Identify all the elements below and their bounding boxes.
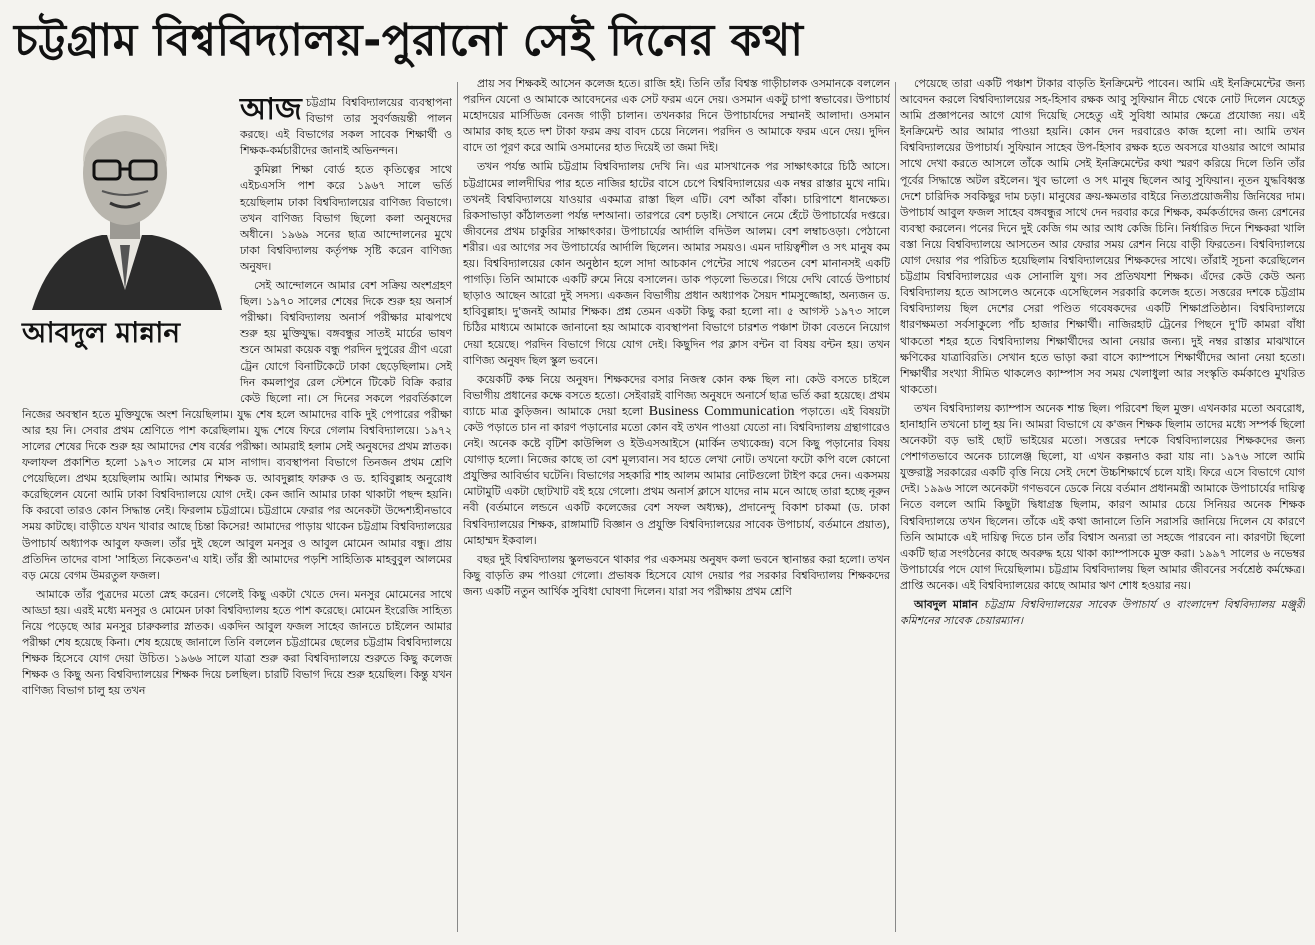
article-column-1 — [22, 95, 452, 935]
drop-cap: আজ — [240, 95, 302, 127]
article-paragraph: কয়েকটি কক্ষ নিয়ে অনুষদ। শিক্ষকদের বসার নিজস্ব কোন কক্ষ ছিল না। কেউ বসতে চাইলে বিভাগীয় প্রধানের কক্ষে বসতে হতো। সেইবারই বাণিজ্য অনুষদে অনার্সে ছাত্র ভর্তি করা হয়েছে। প্রথম ব্যাচে মাত্র কুড়িজন। আমাকে দেয়া হলো Business Communication পড়াতে। এই বিষয়টা কেউ পড়াতে চান না কারণ পড়ানোর মতো কোন বই তখন পাওয়া যেতো না। বিশ্ববিদ্যালয় গ্রন্থাগারেও নেই। অনেক কষ্টে বৃটিশ কাউন্সিল ও ইউএসআইসে (মার্কিন তথ্যকেন্দ্র) বসে কিছু পড়ানোর বিষয় যোগাড় হলো। নিজের কাছে তা বেশ মূল্যবান। সব হাতে লেখা নোট। তখনো ফটো কপি বলে কোনো প্রযুক্তির আবির্ভাব ঘটেনি। বিভাগের সহকারি শাহ আলম আমার নোটগুলো টাইপ করে দেন। একসময় মোটামুটি একটা ছোটখাট বই হয়ে গেলো। প্রথম অনার্স ক্লাসে যাদের নাম মনে আছে তারা হচ্ছে নূরুন নবী (বর্তমানে লন্ডনে একটি কলেজের বেশ সফল অধ্যক্ষ), প্রদানেন্দু বিকাশ চাকমা (ড. ঢাকা বিশ্ববিদ্যালয়ের শিক্ষক, রাঙ্গামাটি বিজ্ঞান ও প্রযুক্তি বিশ্ববিদ্যালয়ের সাবেক উপাচার্য, বর্তমানে প্রয়াত), মোহাম্মদ ইকবাল। — [463, 372, 890, 547]
author-bio-name: আবদুল মান্নান — [914, 598, 978, 611]
article-column-3 — [900, 76, 1305, 936]
article-paragraph: সেই আন্দোলনে আমার বেশ সক্রিয় অংশগ্রহণ ছিল। ১৯৭০ সালের শেষের দিকে শুরু হয় অনার্স পরীক্ষা। বিশ্ববিদ্যালয় অনার্স পরীক্ষার মাঝপথে শুরু হয় মুক্তিযুদ্ধ। বঙ্গবন্ধুর সাতই মার্চের ভাষণ শুনে আমরা কয়েক বন্ধু পরদিন দুপুরের গ্রীণ এরো ট্রেন যোগে বিনাটিকেটে ঢাকা ছেড়েছিলাম। সেই দিন কমলাপুর রেল স্টেশনে টিকেট বিক্রি করার কেউ ছিলো না। সে দিনের সকলে পরবর্তিকালে নিজের অবস্থান হতে মুক্তিযুদ্ধে অংশ নিয়েছিলাম। যুদ্ধ শেষ হলে আমাদের বাকি দুই পেপারের পরীক্ষা আর হয় নি। সেবার প্রথম শ্রেণিতে পাশ করেছিলাম। যুদ্ধ শেষে ফিরে গেলাম বিশ্ববিদ্যালয়ে। ১৯৭২ সালের শেষের দিকে শুরু হয় আমাদের শেষ বর্ষের পরীক্ষা। আমরাই হলাম সেই অনুষদের প্রথম স্নাতক। ফলাফল প্রকাশিত হলো ১৯৭৩ সালের মে মাস নাগাদ। ব্যবস্থাপনা বিভাগে তিনজন প্রথম শ্রেণি পেয়েছিলে। প্রথম হয়েছিলাম আমি। আমার শিক্ষক ড. আবদুল্লাহ ফারুক ও ড. হাবিবুল্লাহ অনুরোধ করেছিলেন যেনো আমি ঢাকা বিশ্ববিদ্যালয়ে যোগ দেই। কেন জানি আমার ঢাকা থাকাটা পছন্দ হয়নি। কি করবো তারও কোন সিদ্ধান্ত নেই। ফিরলাম চট্টগ্রামে। চট্টগ্রামে ফেরার পর অনেকটা উদ্দেশ্যহীনভাবে সময় কাটছে। বাড়ীতে যখন খাবার আছে চিন্তা কিসের! আমাদের পাড়ায় থাকেন চট্টগ্রাম বিশ্ববিদ্যালয়ের উপাচার্য অধ্যাপক আবুল ফজল। তাঁর দুই ছেলে আবুল মনসুর ও আবুল মোমেন আমার বন্ধু। প্রায় প্রতিদিন তাদের বাসা 'সাহিত্য নিকেতন'এ যাই। তাঁর স্ত্রী আমাদের পড়শি সাহিত্যিক মাহবুবুল আলমের বড় মেয়ে বেগম উমরতুল ফজল। — [22, 279, 452, 582]
column-divider — [895, 82, 896, 932]
column-divider — [457, 82, 458, 932]
article-paragraph: বছর দুই বিশ্ববিদ্যালয় স্কুলভবনে থাকার পর একসময় অনুষদ কলা ভবনে স্থানান্তর করা হলো। তখন কিছু বাড়তি রুম পাওয়া গেলো। প্রভাষক হিসেবে যোগ দেয়ার পর সরকার বিশ্ববিদ্যালয় শিক্ষকদের জন্য একটি নতুন আর্থিক সুবিধা ঘোষণা দিলেন। যারা সব পরীক্ষায় প্রথম শ্রেণি — [463, 552, 890, 598]
article-paragraph: প্রায় সব শিক্ষকই আসেন কলেজ হতে। রাজি হই। তিনি তাঁর বিশ্বস্ত গাড়ীচালক ওসমানকে বললেন পরদিন যেনো ও আমাকে আবেদনের এক সেট ফরম এনে দেয়। ওসমান একটু চাপা স্বভাবের। উপাচার্য মহোদয়ের মার্সিডিজ বেনজ গাড়ী চালান। তখনকার দিনে উপাচার্যদের সম্মানই আলাদা। ওসমান আমার কাছ হতে দশ টাকা ফরম ক্রয় বাবদ চেয়ে নিলেন। পরদিন ও আমাকে ফরম এনে দেয়। দুদিন বাদে তা পূরণ করে আমি ওসমানের হাত দিয়েই তা জমা দিই। — [463, 77, 890, 155]
article-paragraph: আজ চট্টগ্রাম বিশ্ববিদ্যালয়ের ব্যবস্থাপনা বিভাগ তার সুবর্ণজয়ন্তী পালন করছে। এই বিভাগের সকল সাবেক শিক্ষার্থী ও শিক্ষক-কর্মচারীদের জানাই অভিনন্দন। — [240, 95, 452, 158]
headline: চট্টগ্রাম বিশ্ববিদ্যালয়-পুরানো সেই দিনের কথা — [14, 15, 804, 66]
article-paragraph: কুমিল্লা শিক্ষা বোর্ড হতে কৃতিত্বের সাথে এইচএসসি পাশ করে ১৯৬৭ সালে ভর্তি হয়েছিলাম ঢাকা বিশ্ববিদ্যালয়ের বাণিজ্য বিভাগে। তখন বাণিজ্য বিভাগ ছিলো কলা অনুষদের অধীনে। ১৯৬৯ সনের ছাত্র আন্দোলনের মুখে ঢাকা বিশ্ববিদ্যালয় কর্তৃপক্ষ সৃষ্টি করেন বাণিজ্য অনুষদ। — [240, 163, 452, 273]
article-paragraph: আমাকে তাঁর পুত্রদের মতো স্নেহ করেন। গেলেই কিছু একটা খেতে দেন। মনসুর মোমেনের সাথে আড্ডা হয়। এরই মধ্যে মনসুর ও মোমেন ঢাকা বিশ্ববিদ্যালয় হতে পাশ করেছে। মোমেন ইংরেজি সাহিত্য নিয়ে পড়েছে আর মনসুর চারুকলার স্নাতক। একদিন আবুল ফজল সাহেব জানতে চাইলেন আমার পরীক্ষা শেষ হয়েছে কিনা। শেষ হয়েছে জানালে তিনি বললেন চট্টগ্রামের ছেলের চট্টগ্রাম বিশ্ববিদ্যালয়ে শিক্ষক হিসেবে যোগ দেয়া উচিত। ১৯৬৬ সালে যাত্রা শুরু করা বিশ্ববিদ্যালয়ে শুরুতে কিছু কলেজ শিক্ষক ও কিছু অন্য বিশ্ববিদ্যালয়ের শিক্ষক দিয়ে চলছিল। চারটি বিভাগ দিয়ে শুরু হয়েছিল। কিন্তু যখন বাণিজ্য বিভাগ চালু হয় তখন — [22, 587, 452, 698]
article-paragraph: তখন বিশ্ববিদ্যালয় ক্যাম্পাস অনেক শান্ত ছিল। পরিবেশ ছিল মুক্ত। এখনকার মতো অবরোধ, হানাহানি তখনো চালু হয় নি। আমরা বিভাগে যে ক'জন শিক্ষক ছিলাম তাদের মধ্যে সম্পর্ক ছিলো অনেকটা বড় ভাই ছোট ভাইয়ের মতো। সত্তরের দশকে বিশ্ববিদ্যালয়ের শিক্ষকদের জন্য পেশাগতভাবে অনেক চ্যালেঞ্জ ছিলো, যা এখন কল্পনাও করা যায় না। ১৯৭৬ সালে আমি যুক্তরাষ্ট্র সরকারের একটি বৃত্তি নিয়ে সেই দেশে উচ্চশিক্ষার্থে চলে যাই। ফিরে এসে বিভাগে যোগ দেই। ১৯৯৬ সালে অনেকটা গণভবনে ডেকে নিয়ে বর্তমান প্রধানমন্ত্রী আমাকে উপাচার্যের দায়িত্ব নিতে বললে আমি কিছুটা দ্বিধাগ্রস্ত ছিলাম, কারণ আমার চেয়ে সিনিয়র অনেক শিক্ষক বিশ্ববিদ্যালয়ে তখন ছিলেন। তাঁকে এই কথা জানালে তিনি সরাসরি জানিয়ে দিলেন যে কারণে তিনি আমাকে এই দায়িত্ব দিতে চান তাঁর বিশ্বাস অন্যরা তা সহজে পারবেন না। কারণটা ছিলো একটি ছাত্র সংগঠনের কাছে অবরুদ্ধ হয়ে থাকা ক্যাম্পাসকে মুক্ত করা। ১৯৯৭ সালের ৬ নভেম্বর উপাচার্যের পদে যোগ দিয়েছিলাম। চট্টগ্রাম বিশ্ববিদ্যালয় ছিল আমার জীবনের সর্বশ্রেষ্ঠ কর্মক্ষেত্র। প্রাপ্তি অনেক। এই বিশ্ববিদ্যালয়ের কাছে আমার ঋণ শোধ হওয়ার নয়। — [900, 401, 1305, 592]
author-bio — [900, 597, 1305, 629]
byline-name: আবদুল মান্নান — [22, 312, 227, 354]
author-bio-text: চট্টগ্রাম বিশ্ববিদ্যালয়ের সাবেক উপাচার্য ও বাংলাদেশ বিশ্ববিদ্যালয় মঞ্জুরী কমিশনের সাবেক চেয়ারম্যান। — [900, 598, 1305, 627]
article-column-2 — [463, 76, 890, 936]
article-paragraph: তখন পর্যন্ত আমি চট্টগ্রাম বিশ্ববিদ্যালয় দেখি নি। এর মাসখানেক পর সাক্ষাৎকারে চিঠি আসে। চট্টগ্রামের লালদীঘির পার হতে নাজির হাটের বাসে চেপে বিশ্ববিদ্যালয়ের এক নম্বর রাস্তার মুখে নামি। তখনই বিশ্ববিদ্যালয়ে যাওয়ার একমাত্র রাস্তা ছিল এটি। বেশ আঁকা বাঁকা। চারিপাশে ধানক্ষেত। রিকসাভাড়া কাঁঠালতলা পর্যন্ত দশআনা। তারপরে বেশ চড়াই। সেখানে নেমে হেঁটে উপাচার্যের দপ্তরে। জীবনের প্রথম চাকুরির সাক্ষাৎকার। উপাচার্যের আর্দালি বদিউল আলম। বেশ লম্বাচওড়া। পেঠানো শরীর। এর আগের সব উপাচার্যের আর্দালি ছিলেন। আমার সময়ও। এমন দায়িত্বশীল ও সৎ মানুষ কম হয়। বিশ্ববিদ্যালয়ের কোন অনুষ্ঠান হলে সাদা আচকান পেন্টের সাথে পরতেন বেশ মানানসই একটি পাগড়ি। তিনি আমাকে একটি রুমে নিয়ে বসালেন। ডাক পড়লো ভিতরে। গিয়ে দেখি বোর্ডে উপাচার্য ছাড়াও আছেন আরো দুই সদস্য। একজন বিভাগীয় প্রধান অধ্যাপক সৈয়দ শামসুজ্জোহা, অন্যজন ড. হাবিবুল্লাহ। দু'জনই আমার শিক্ষক। প্রশ্ন তেমন একটা কিছু করা হলো না। ৫ আগস্ট ১৯৭৩ সালে চিঠির মাধ্যমে আমাকে জানানো হয় আমাকে ব্যবস্থাপনা বিভাগে চারশত পঞ্চাশ টাকা বেতনে নিয়োগ দেয়া হয়েছে। পরদিন বিভাগে গিয়ে যোগ দেই। কিছুদিন পর ক্লাস বন্টন বা বিষয় বন্টন হয়। তখন বাণিজ্য অনুষদ ছিল স্কুল ভবনে। — [463, 160, 890, 367]
article-paragraph: পেয়েছে তারা একটি পঞ্চাশ টাকার বাড়তি ইনক্রিমেন্ট পাবেন। আমি এই ইনক্রিমেন্টের জন্য আবেদন করলে বিশ্ববিদ্যালয়ের সহ-হিসাব রক্ষক আবু সুফিয়ান নীচে থেকে নোট দিলেন যেহেতু আমি প্রজ্ঞাপনের আগে যোগ দিয়েছি সেহেতু এই সুবিধা আমার ক্ষেত্রে প্রযোজ্য নয়। এই ইনক্রিমেন্ট আর আমার পাওয়া হয়নি। কোন দেন দরবারেও কাজ হলো না। আমি তখন বিশ্ববিদ্যালয়ের উপাচার্য। সুফিয়ান সাহেব উপ-হিসাব রক্ষক হতে অবসরে যাওয়ার আগে আমার সাথে দেখা করতে আসলে তাঁকে আমি সেই ইনক্রিমেন্টের কথা স্মরণ করিয়ে দিলে তিনি তাঁর পূর্বের সিদ্ধান্তে অটল রইলেন। খুব ভালো ও সৎ মানুষ ছিলেন আবু সুফিয়ান। নূতন যুদ্ধবিধ্বস্ত দেশে চারিদিক সবকিছুর দাম চড়া। মানুষের ক্রয়-ক্ষমতার বাইরে নিত্যপ্রয়োজনীয় জিনিষের দাম। উপাচার্য আবুল ফজল সাহেব বঙ্গবন্ধুর সাথে দেন দরবার করে শিক্ষক, কর্মকর্তাদের জন্য রেশনের ব্যবস্থা করলেন। পনের দিনে দুই কেজি গম আর আধ কেজি চিনি। নির্ধারিত দিনে শিক্ষকরা খালি বস্তা নিয়ে বিশ্ববিদ্যালয়ে আসতেন আর ফেরার সময় রেশন নিয়ে বাড়ী ফিরতেন। বিশ্ববিদ্যালয়ে যোগ দেয়ার পর পরিচিত হয়েছিলাম বিশ্ববিদ্যালয়ের শিক্ষকদের সাথে। তাঁরাই সূচনা করেছিলেন চট্টগ্রাম বিশ্ববিদ্যালয়ের এক সোনালি যুগ। সব প্রতিথযশা শিক্ষক। এঁদের কেউ কেউ অন্য বিশ্ববিদ্যালয় হতে আসলেও অনেকে এসেছিলেন সরকারি কলেজ হতে। সত্তরের দশকে চট্টগ্রাম বিশ্ববিদ্যালয় ছিল দেশের সেরা পণ্ডিত গবেষকদের একটি শিক্ষাপ্রতিষ্ঠান। বিশ্ববিদ্যালয়ে ধারণক্ষমতা সর্বসাকুল্যে পাঁচ হাজার শিক্ষার্থী। নাজিরহাট ট্রেনের পিছনে দু'টি কামরা বাঁধা থাকতো শহর হতে বিশ্ববিদ্যালয় শিক্ষার্থীদের আনা নেয়ার জন্য। দুই নম্বর রাস্তার মাঝখানে ক্ষণিকের যাত্রাবিরতি। সেখান হতে ভাড়া করা বাসে ক্যাম্পাসে শিক্ষার্থীদের আনা নেয়া হতো। শিক্ষার্থীর সংখ্যা সীমিত থাকলেও ক্যাম্পাস সব সময় খেলাধুলা আর সংস্কৃতি কর্মকাণ্ডে মুখরিত থাকতো। — [900, 77, 1305, 396]
course-title: Business Communication — [648, 403, 795, 419]
